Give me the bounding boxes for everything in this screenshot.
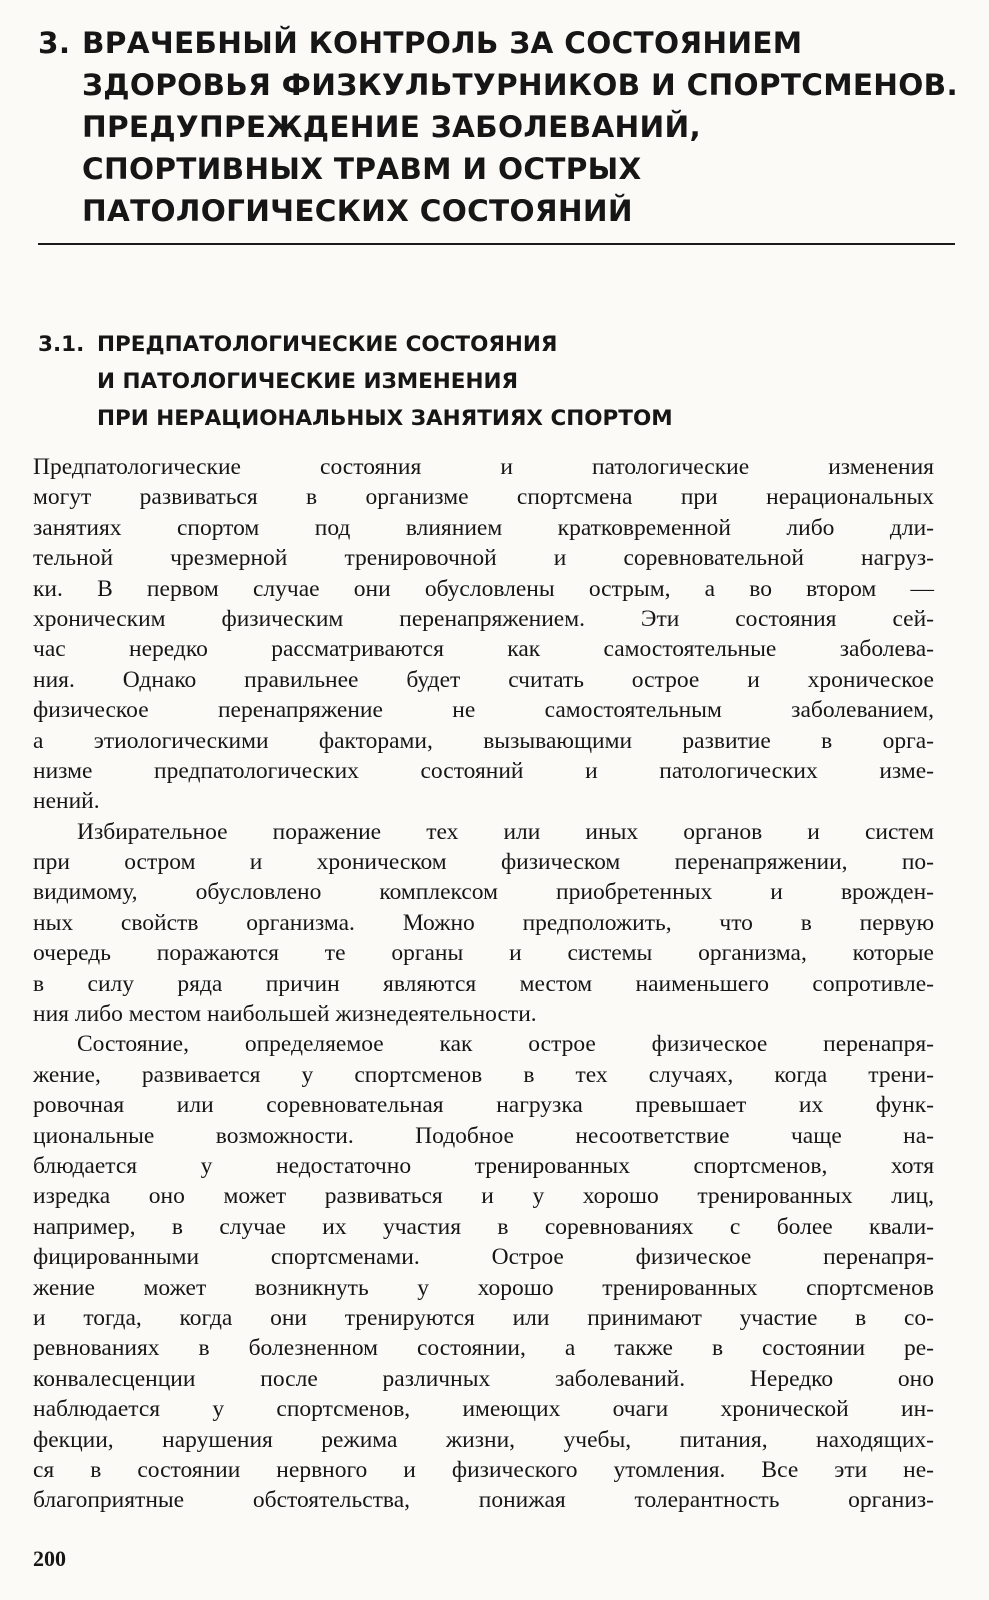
text-line: видимому, обусловлено комплексом приобретенных и врожден-	[33, 879, 934, 906]
text-line: циональные возможности. Подобное несоответствие чаще на-	[33, 1122, 934, 1149]
page-number: 200	[33, 1546, 66, 1571]
chapter-number: 3.	[38, 26, 71, 60]
text-line: ревнованиях в болезненном состоянии, а также в состоянии ре-	[33, 1335, 934, 1362]
text-line: Избирательное поражение тех или иных органов и систем	[77, 818, 934, 845]
text-line: нений.	[33, 788, 100, 815]
text-line: Состояние, определяемое как острое физическое перенапря-	[77, 1031, 934, 1058]
text-line: изредка оно может развиваться и у хорошо тренированных лиц,	[33, 1183, 934, 1210]
heading-divider	[38, 243, 955, 245]
text-line: конвалесценции после различных заболеваний. Нередко оно	[33, 1365, 934, 1392]
text-line: ных свойств организма. Можно предположить, что в первую	[33, 909, 934, 936]
chapter-title: ВРАЧЕБНЫЙ КОНТРОЛЬ ЗА СОСТОЯНИЕМ ЗДОРОВЬЯ ФИЗКУЛЬТУРНИКОВ И СПОРТСМЕНОВ. ПРЕДУПРЕЖДЕНИЕ ЗАБОЛЕВАНИЙ, СПОРТИВНЫХ ТРАВМ И ОСТРЫХ ПАТОЛОГИЧЕСКИХ СОСТОЯНИЙ	[82, 26, 958, 228]
text-line: ки. В первом случае они обусловлены острым, а во втором —	[33, 575, 934, 602]
text-line: физическое перенапряжение не самостоятельным заболеванием,	[33, 697, 934, 724]
text-line: при остром и хроническом физическом перенапряжении, по-	[33, 849, 934, 876]
text-line: жение может возникнуть у хорошо тренированных спортсменов	[33, 1274, 934, 1301]
text-line: Предпатологические состояния и патологические изменения	[33, 454, 934, 480]
text-line: ровочная или соревновательная нагрузка превышает их функ-	[33, 1092, 934, 1119]
text-line: а этиологическими факторами, вызывающими развитие в орга-	[33, 727, 934, 754]
text-line: занятиях спортом под влиянием кратковременной либо дли-	[33, 514, 934, 541]
text-line: фекции, нарушения режима жизни, учебы, питания, находящих-	[33, 1426, 934, 1453]
text-line: час нередко рассматриваются как самостоятельные заболева-	[33, 636, 934, 663]
text-line: ния. Однако правильнее будет считать острое и хроническое	[33, 666, 934, 693]
text-line: например, в случае их участия в соревнованиях с более квали-	[33, 1213, 934, 1240]
body-text	[33, 452, 934, 1516]
text-line: тельной чрезмерной тренировочной и соревновательной нагруз-	[33, 545, 934, 572]
text-line: фицированными спортсменами. Острое физическое перенапря-	[33, 1244, 934, 1271]
text-line: могут развиваться в организме спортсмена при нерациональных	[33, 484, 934, 511]
text-line: ния либо местом наибольшей жизнедеятельности.	[33, 1001, 537, 1028]
text-line: очередь поражаются те органы и системы организма, которые	[33, 940, 934, 967]
text-line: блюдается у недостаточно тренированных спортсменов, хотя	[33, 1152, 934, 1179]
text-line: ся в состоянии нервного и физического утомления. Все эти не-	[33, 1456, 934, 1483]
text-line: низме предпатологических состояний и патологических изме-	[33, 757, 934, 784]
section-number: 3.1.	[38, 332, 85, 357]
text-line: наблюдается у спортсменов, имеющих очаги хронической ин-	[33, 1396, 934, 1423]
text-line: жение, развивается у спортсменов в тех случаях, когда трени-	[33, 1061, 934, 1088]
section-title: ПРЕДПАТОЛОГИЧЕСКИЕ СОСТОЯНИЯ И ПАТОЛОГИЧЕСКИЕ ИЗМЕНЕНИЯ ПРИ НЕРАЦИОНАЛЬНЫХ ЗАНЯТИЯХ СПОРТОМ	[97, 332, 673, 431]
text-line: и тогда, когда они тренируются или принимают участие в со-	[33, 1304, 934, 1331]
text-line: хроническим физическим перенапряжением. Эти состояния сей-	[33, 605, 934, 632]
text-line: благоприятные обстоятельства, понижая толерантность организ-	[33, 1487, 934, 1514]
text-line: в силу ряда причин являются местом наименьшего сопротивле-	[33, 970, 934, 997]
